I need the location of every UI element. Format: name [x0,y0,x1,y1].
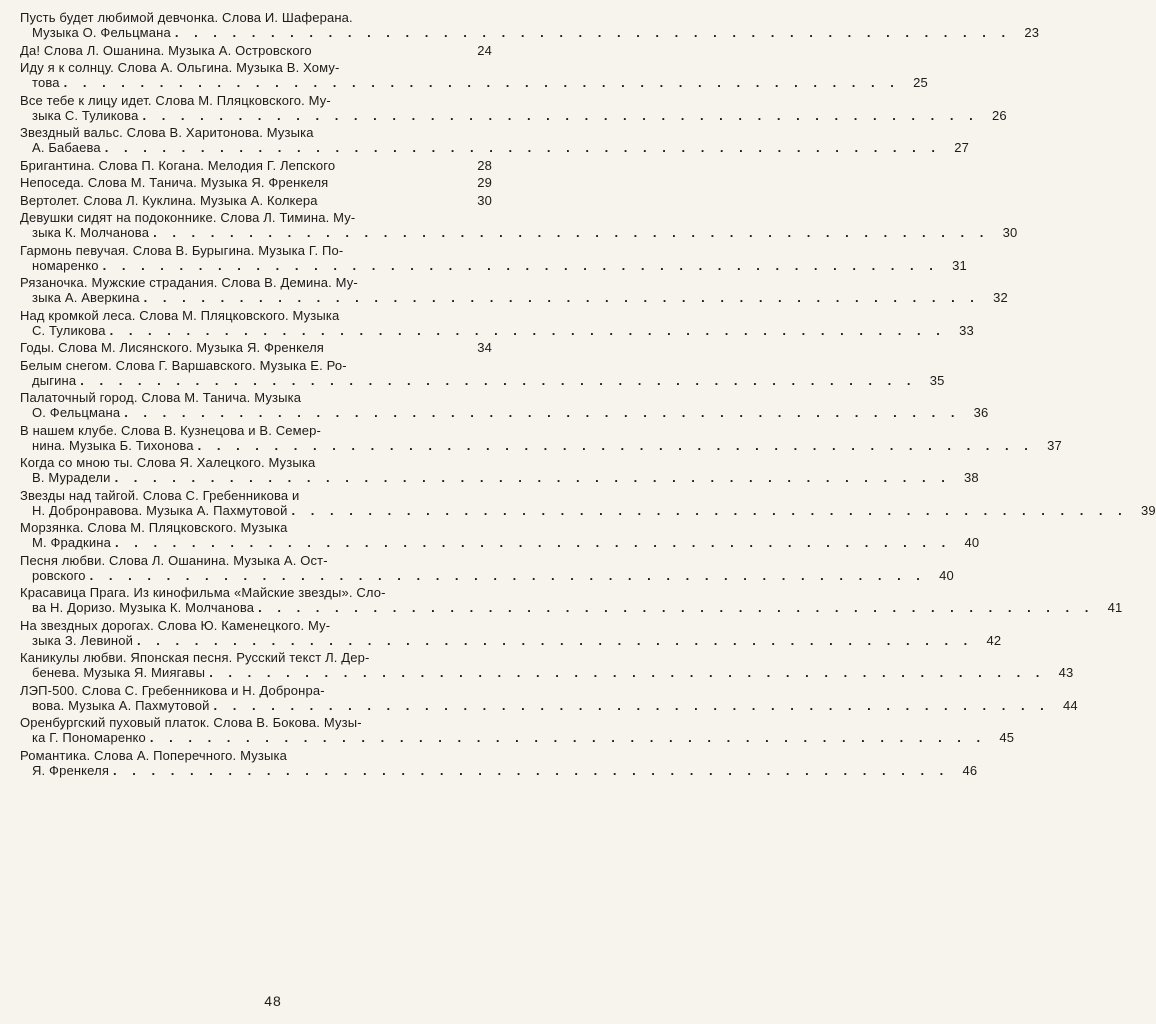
toc-page-number: 38 [964,470,979,485]
toc-entry-text: Когда со мною ты. Слова Я. Халецкого. Музыка [20,455,316,470]
dot-leader: . . . . . . . . . . . . . . . . . . . . . . . . . . . . . . . . . . . . . . . . . . . . [113,762,950,778]
toc-entry [20,158,492,173]
toc-line [20,210,492,225]
dot-leader: . . . . . . . . . . . . . . . . . . . . . . . . . . . . . . . . . . . . . . . . . . . . [209,665,1046,680]
toc-line [20,275,492,290]
toc-entry [20,175,492,190]
toc-entry-text: Романтика. Слова А. Поперечного. Музыка [20,747,287,763]
dot-leader: . . . . . . . . . . . . . . . . . . . . . . . . . . . . . . . . . . . . . . . . . . . . [291,502,1128,518]
toc-entry [20,125,969,155]
toc-entry-text: Над кромкой леса. Слова М. Пляцковского. Музыка [20,307,340,323]
dot-leader: . . . . . . . . . . . . . . . . . . . . . . . . . . . . . . . . . . . . . . . . . . . . [114,470,951,485]
toc-page-number: 37 [1047,437,1062,453]
toc-page-number: 23 [1024,25,1040,40]
toc-entry-text: Иду я к солнцу. Слова А. Ольгина. Музыка В. Хому- [20,60,340,75]
dot-leader: . . . . . . . . . . . . . . . . . . . . . . . . . . . . . . . . . . . . . . . . . . . . [102,257,939,273]
toc-line [20,618,492,633]
toc-entry [20,552,954,583]
toc-line [20,567,954,583]
dot-leader: . . . . . . . . . . . . . . . . . . . . . . . . . . . . . . . . . . . . . . . . . . . . [104,140,941,155]
toc-entry-text: Морзянка. Слова М. Пляцковского. Музыка [20,520,288,535]
toc-entry [20,682,1078,713]
toc-line [20,553,492,568]
toc-entry [20,487,1156,518]
toc-line [20,502,1156,518]
toc-entry [20,43,492,58]
toc-entry [20,747,978,778]
toc-entry-text: зыка З. Левиной [32,632,134,648]
toc-entry-text: ЛЭП-500. Слова С. Гребенникова и Н. Добронра- [20,682,325,698]
toc-line [20,257,967,273]
toc-entry [20,715,1015,745]
toc-entry-text: В нашем клубе. Слова В. Кузнецова и В. Семер- [20,422,322,438]
toc-line [20,535,980,550]
toc-entry [20,520,980,550]
toc-page-number: 46 [962,762,978,778]
toc-entry [20,455,979,485]
toc-entry-text: О. Фельцмана [32,405,121,420]
toc-entry-text: Рязаночка. Мужские страдания. Слова В. Демина. Му- [20,275,358,290]
toc-entry-text: ровского [32,567,86,583]
toc-entry-text: С. Туликова [32,322,106,338]
dot-leader: . . . . . . . . . . . . . . . . . . . . . . . . . . . . . . . . . . . . . . . . . . . . [213,697,1050,713]
toc-page-number: 30 [1002,225,1018,240]
toc-entry-text: Каникулы любви. Японская песня. Русский текст Л. Дер- [20,650,370,665]
toc-line [20,60,492,75]
toc-page-number: 25 [913,75,928,90]
toc-line [20,748,492,763]
dot-leader: . . . . . . . . . . . . . . . . . . . . . . . . . . . . . . . . . . . . . . . . . . . . [258,600,1095,615]
toc-entry-text: това [32,75,60,90]
toc-page-number: 42 [986,632,1002,648]
dot-leader: . . . . . . . . . . . . . . . . . . . . . . . . . . . . . . . . . . . . . . . . . . . . [143,290,980,305]
toc-line [20,715,492,730]
toc-entry [20,242,967,273]
toc-entry-text: Палаточный город. Слова М. Танича. Музыка [20,390,302,405]
toc-entry-text: нина. Музыка Б. Тихонова [32,437,194,453]
toc-entry-text: Звезды над тайгой. Слова С. Гребенникова и [20,487,300,503]
toc-entry-text: Песня любви. Слова Л. Ошанина. Музыка А. Ост- [20,552,328,568]
toc-entry-text: Гармонь певучая. Слова В. Бурыгина. Музыка Г. По- [20,242,344,258]
toc-page-number: 26 [991,107,1007,123]
toc-line [20,340,492,355]
dot-leader: . . . . . . . . . . . . . . . . . . . . . . . . . . . . . . . . . . . . . . . . . . . . [142,107,979,123]
toc-page-number: 44 [1063,697,1078,713]
toc-entry [20,422,1062,453]
toc-line [20,697,1078,713]
dot-leader: . . . . . . . . . . . . . . . . . . . . . . . . . . . . . . . . . . . . . . . . . . . . [115,535,952,550]
toc-page-number: 45 [999,730,1015,745]
toc-line [20,140,969,155]
toc-line [20,665,1074,680]
toc-line [20,455,492,470]
dot-leader: . . . . . . . . . . . . . . . . . . . . . . . . . . . . . . . . . . . . . . . . . . . . [137,632,974,648]
toc-entry-text: М. Фрадкина [32,535,111,550]
dot-leader: . . . . . . . . . . . . . . . . . . . . . . . . . . . . . . . . . . . . . . . . . . . . [153,225,990,240]
toc-entry [20,60,928,90]
toc-entry [20,275,1008,305]
toc-page-number: 41 [1107,600,1123,615]
toc-line [20,730,1015,745]
toc-line [20,107,1007,123]
toc-line [20,75,928,90]
toc-page-number: 40 [964,535,980,550]
toc-line [20,93,492,108]
toc-entry-text: Вертолет. Слова Л. Куклина. Музыка А. Колкера [20,192,318,208]
toc-page-number: 30 [477,192,492,208]
dot-leader: . . . . . . . . . . . . . . . . . . . . . . . . . . . . . . . . . . . . . . . . . . . . [80,372,917,388]
toc-line [20,585,492,600]
toc-line [20,520,492,535]
toc-line [20,405,989,420]
toc-entry [20,617,1002,648]
toc-entry [20,92,1007,123]
toc-line [20,10,492,25]
dot-leader: . . . . . . . . . . . . . . . . . . . . . . . . . . . . . . . . . . . . . . . . . . . . [174,25,1012,40]
toc-entry-text: ва Н. Доризо. Музыка К. Молчанова [32,600,255,615]
toc-line [20,25,1040,40]
table-of-contents [20,10,1156,780]
toc-entry-text: зыка С. Туликова [32,107,139,123]
toc-entry [20,650,1074,680]
toc-line [20,290,1008,305]
toc-line [20,308,492,323]
toc-line [20,423,492,438]
toc-entry [20,307,974,338]
toc-entry-text: номаренко [32,257,99,273]
toc-page-number: 27 [954,140,969,155]
toc-entry-text: Я. Френкеля [32,762,110,778]
toc-line [20,390,492,405]
toc-entry [20,10,1040,40]
toc-entry [20,193,492,208]
toc-page-number: 31 [952,257,967,273]
toc-entry-text: зыка А. Аверкина [32,290,140,305]
toc-line [20,372,945,388]
toc-line [20,650,492,665]
toc-entry [20,357,945,388]
toc-page-number: 34 [477,340,492,355]
toc-entry-text: Красавица Прага. Из кинофильма «Майские звезды». Сло- [20,585,386,600]
toc-entry-text: вова. Музыка А. Пахмутовой [32,697,210,713]
toc-page-number: 32 [993,290,1008,305]
toc-line [20,437,1062,453]
toc-line [20,225,1018,240]
dot-leader: . . . . . . . . . . . . . . . . . . . . . . . . . . . . . . . . . . . . . . . . . . . . [197,437,1034,453]
dot-leader: . . . . . . . . . . . . . . . . . . . . . . . . . . . . . . . . . . . . . . . . . . . . [149,730,987,745]
page-number: 48 [264,993,282,1009]
toc-page-number: 39 [1141,502,1156,518]
toc-entry-text: Все тебе к лицу идет. Слова М. Пляцковского. Му- [20,92,331,108]
toc-line [20,762,978,778]
dot-leader: . . . . . . . . . . . . . . . . . . . . . . . . . . . . . . . . . . . . . . . . . . . . [89,567,926,583]
toc-entry-text: зыка К. Молчанова [32,225,150,240]
toc-page-number: 28 [477,157,492,173]
toc-entry-text: Непоседа. Слова М. Танича. Музыка Я. Френкеля [20,175,329,190]
toc-line [20,125,492,140]
toc-entry-text: бенева. Музыка Я. Миягавы [32,665,206,680]
toc-line [20,488,492,503]
toc-line [20,322,974,338]
toc-entry [20,585,1123,615]
toc-page-number: 35 [929,372,945,388]
toc-page-number: 24 [477,42,492,58]
toc-page-number: 33 [959,322,974,338]
toc-line [20,43,492,58]
toc-line [20,158,492,173]
toc-entry-text: В. Мурадели [32,470,111,485]
toc-page-number: 29 [477,175,492,190]
toc-line [20,193,492,208]
toc-entry [20,390,989,420]
toc-entry-text: Бригантина. Слова П. Когана. Мелодия Г. Лепского [20,157,336,173]
toc-line [20,632,1002,648]
toc-line [20,683,492,698]
toc-entry-text: А. Бабаева [32,140,101,155]
dot-leader: . . . . . . . . . . . . . . . . . . . . . . . . . . . . . . . . . . . . . . . . . . . . [124,405,961,420]
toc-page-number: 43 [1058,665,1074,680]
dot-leader: . . . . . . . . . . . . . . . . . . . . . . . . . . . . . . . . . . . . . . . . . . . . [63,75,900,90]
dot-leader: . . . . . . . . . . . . . . . . . . . . . . . . . . . . . . . . . . . . . . . . . . . . [109,322,946,338]
toc-entry-text: Пусть будет любимой девчонка. Слова И. Шаферана. [20,10,353,25]
toc-entry-text: На звездных дорогах. Слова Ю. Каменецкого. Му- [20,617,331,633]
toc-entry-text: Музыка О. Фельцмана [32,25,171,40]
toc-page-number: 36 [973,405,989,420]
toc-entry-text: Да! Слова Л. Ошанина. Музыка А. Островского [20,42,312,58]
toc-line [20,470,979,485]
toc-entry [20,210,1018,240]
toc-entry-text: Девушки сидят на подоконнике. Слова Л. Тимина. Му- [20,210,356,225]
toc-entry-text: Н. Добронравова. Музыка А. Пахмутовой [32,502,288,518]
toc-entry-text: Звездный вальс. Слова В. Харитонова. Музыка [20,125,314,140]
toc-entry-text: Годы. Слова М. Лисянского. Музыка Я. Френкеля [20,340,324,355]
toc-line [20,175,492,190]
toc-entry-text: Белым снегом. Слова Г. Варшавского. Музыка Е. Ро- [20,357,347,373]
toc-line [20,600,1123,615]
toc-line [20,358,492,373]
toc-entry [20,340,492,355]
toc-entry-text: Оренбургский пуховый платок. Слова В. Бокова. Музы- [20,715,362,730]
toc-entry-text: ка Г. Пономаренко [32,730,146,745]
toc-page-number: 40 [939,567,954,583]
toc-line [20,243,492,258]
toc-entry-text: дыгина [32,372,77,388]
